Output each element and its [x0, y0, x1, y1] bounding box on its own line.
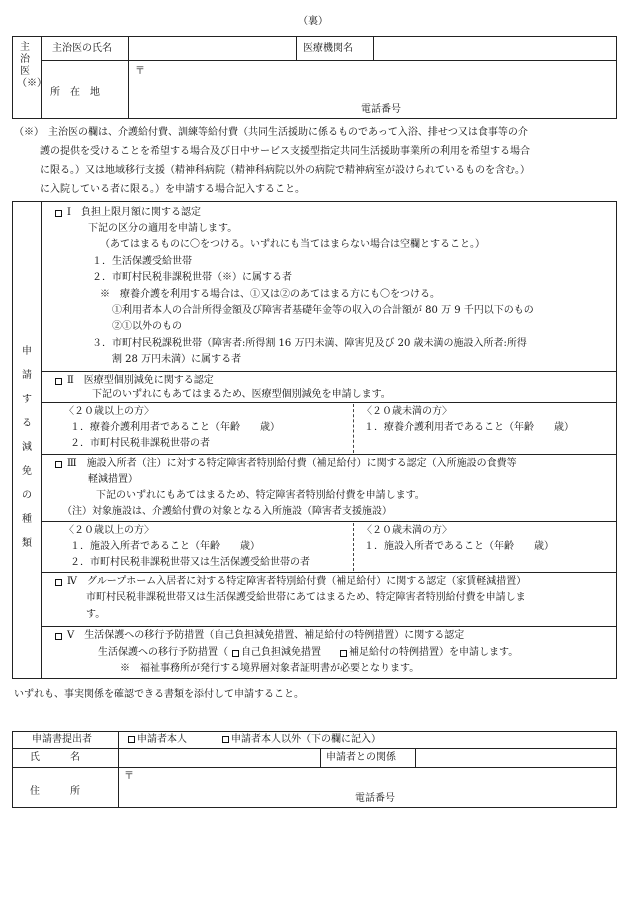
relation-field[interactable]: [417, 750, 615, 765]
section-2-right-heading: 〈２０歳未満の方〉: [362, 406, 452, 417]
section-5-line-1c: 補足給付の特例措置）を申請します。: [349, 647, 519, 658]
section-1-note-1: ※ 療養介護を利用する場合は、①又は②のあてはまる方にも〇をつける。: [100, 289, 440, 300]
section-2-line-1: 下記のいずれにもあてはまるため、医療型個別減免を申請します。: [92, 389, 391, 400]
section-2-checkbox[interactable]: [55, 378, 62, 385]
section-5-heading: Ⅴ 生活保護への移行予防措置（自己負担減免措置、補足給付の特例措置）に関する認定: [67, 630, 465, 641]
doctor-name-field[interactable]: [130, 38, 294, 58]
section-4-line-2: す。: [86, 609, 106, 620]
submitter-address-field[interactable]: [138, 769, 608, 791]
section-1-line-2: （あてはまるものに〇をつける。いずれにも当てはまらない場合は空欄とすること。）: [100, 239, 485, 250]
submitter-postal-mark: 〒: [124, 771, 134, 782]
section-5-checkbox[interactable]: [55, 633, 62, 640]
doctor-institution-label: 医療機関名: [303, 43, 353, 54]
section-3-left-heading: 〈２０歳以上の方〉: [64, 525, 154, 536]
section-3-heading: Ⅲ 施設入所者（注）に対する特定障害者特別給付費（補足給付）に関する認定（入所施設の食費等: [67, 458, 517, 469]
submitter-address-label: 住 所: [30, 786, 80, 797]
doctor-name-label: 主治医の氏名: [52, 43, 112, 54]
section-3-checkbox[interactable]: [55, 461, 62, 468]
submitter-name-field[interactable]: [120, 750, 318, 765]
doctor-side-label: 主治医（※）: [17, 42, 47, 89]
section-1-item-3b: 割 28 万円未満）に属する者: [112, 354, 242, 365]
applicant-self-label: 申請者本人: [137, 734, 187, 745]
doctor-postal-mark: 〒: [135, 66, 145, 77]
self-burden-reduction-checkbox[interactable]: [232, 650, 239, 657]
section-2-left-item-1: １．療養介護利用者であること（年齢 歳）: [70, 422, 280, 433]
section-3-line-1: 下記のいずれにもあてはまるため、特定障害者特別給付費を申請します。: [96, 490, 425, 501]
section-5-line-2: ※ 福祉事務所が発行する境界層対象者証明書が必要となります。: [120, 663, 420, 674]
section-4-heading: Ⅳ グループホーム入居者に対する特定障害者特別給付費（補足給付）に関する認定（家賃軽減措置）: [67, 576, 527, 587]
section-5-line-1a: 生活保護への移行予防措置（: [98, 647, 228, 658]
submitter-phone-label: 電話番号: [355, 793, 395, 804]
note-line-3: に限る。）又は地域移行支援（精神科病院（精神科病院以外の病院で精神病室が設けられているものを含む。）: [40, 165, 530, 176]
application-side-label: 申請する減免の種類: [22, 346, 32, 549]
section-2-right-item-1: １．療養介護利用者であること（年齢 歳）: [364, 422, 574, 433]
submitter-label: 申請書提出者: [32, 734, 92, 745]
note-mark: （※）: [14, 127, 44, 138]
applicant-other-label: 申請者本人以外（下の欄に記入）: [231, 734, 381, 745]
section-2-left-heading: 〈２０歳以上の方〉: [64, 406, 154, 417]
note-line-2: 護の提供を受けることを希望する場合及び日中サービス支援型指定共同生活援助事業所の利用を希望する場合: [40, 146, 530, 157]
section-1-line-1: 下記の区分の適用を申請します。: [88, 223, 238, 234]
section-3-left-item-2: ２．市町村民税非課税世帯又は生活保護受給世帯の者: [70, 557, 310, 568]
section-4-checkbox[interactable]: [55, 579, 62, 586]
relation-label: 申請者との関係: [326, 752, 396, 763]
section-4-line-1: 市町村民税非課税世帯又は生活保護受給世帯にあてはまるため、特定障害者特別給付費を申請しま: [86, 592, 526, 603]
section-3-heading-2: 軽減措置）: [88, 474, 138, 485]
supplementary-benefit-checkbox[interactable]: [340, 650, 347, 657]
doctor-institution-field[interactable]: [375, 38, 615, 58]
submitter-name-label: 氏 名: [30, 752, 80, 763]
applicant-self-checkbox[interactable]: [128, 736, 135, 743]
section-3-left-item-1: １．施設入所者であること（年齢 歳）: [70, 541, 260, 552]
section-1-heading: Ⅰ 負担上限月額に関する認定: [67, 207, 201, 218]
section-1-checkbox[interactable]: [55, 210, 62, 217]
section-3-line-2: （注）対象施設は、介護給付費の対象となる入所施設（障害者支援施設）: [62, 506, 392, 517]
section-1-item-2: ２．市町村民税非課税世帯（※）に属する者: [92, 272, 292, 283]
page-title: （裏）: [298, 16, 328, 27]
section-2-left-item-2: ２．市町村民税非課税世帯の者: [70, 438, 210, 449]
section-1-item-1: １．生活保護受給世帯: [92, 256, 192, 267]
doctor-address-label: 所 在 地: [50, 87, 100, 98]
section-3-right-heading: 〈２０歳未満の方〉: [362, 525, 452, 536]
section-1-note-3: ②①以外のもの: [112, 321, 182, 332]
section-1-note-2: ①利用者本人の合計所得金額及び障害者基礎年金等の収入の合計額が 80 万 9 千円以下のもの: [112, 305, 534, 316]
footer-note: いずれも、事実関係を確認できる書類を添付して申請すること。: [14, 689, 304, 700]
applicant-other-checkbox[interactable]: [222, 736, 229, 743]
doctor-phone-label: 電話番号: [361, 104, 401, 115]
section-5-line-1b: 自己負担減免措置: [241, 647, 331, 658]
note-line-1: 主治医の欄は、介護給付費、訓練等給付費（共同生活援助に係るものであって入浴、排せつ又は食事等の介: [48, 127, 528, 138]
doctor-address-field[interactable]: [150, 64, 610, 100]
section-3-right-item-1: １．施設入所者であること（年齢 歳）: [364, 541, 554, 552]
note-line-4: に入院している者に限る。）を申請する場合記入すること。: [40, 184, 305, 195]
section-2-heading: Ⅱ 医療型個別減免に関する認定: [67, 375, 214, 386]
section-1-item-3a: ３．市町村民税課税世帯（障害者:所得割 16 万円未満、障害児及び 20 歳未満の施設入所者:所得: [92, 338, 527, 349]
